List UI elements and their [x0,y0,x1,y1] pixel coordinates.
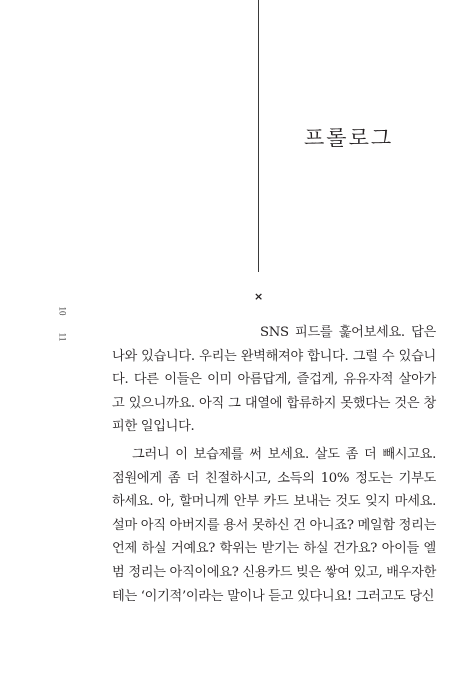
body-text [112,321,436,608]
paragraph-1: SNS 피드를 훑어보세요. 답은 나와 있습니다. 우리는 완벽해져야 합니다. 그럴 수 있습니다. 다른 이들은 이미 아름답게, 즐겁게, 유유자적 살아가고 있으니까요. 아직 그 대열에 합류하지 못했다는 것은 창피한 일입니다. [112,325,436,435]
chapter-divider-line [258,0,259,272]
page-number-right: 11 [57,332,68,342]
chapter-title: 프롤로그 [304,126,394,150]
page-number-left: 10 [57,306,68,316]
paragraph-2: 그러니 이 보습제를 써 보세요. 살도 좀 더 빼시고요. 점원에게 좀 더 친절하시고, 소득의 10% 정도는 기부도 하세요. 아, 할머니께 안부 카드 보내는 것도 잊지 마세요. 설마 아직 아버지를 용서 못하신 건 아니죠? 메일함 정리는 언제 하실 거예요? 학위는 받기는 하실 건가요? 아이들 엘범 정리는 아직이에요? 신용카드 빚은 쌓여 있고, 배우자한테는 ‘이기적’이라는 말이나 듣고 있다니요! 그러고도 당신 [112,446,437,604]
section-ornament: × [254,290,264,303]
